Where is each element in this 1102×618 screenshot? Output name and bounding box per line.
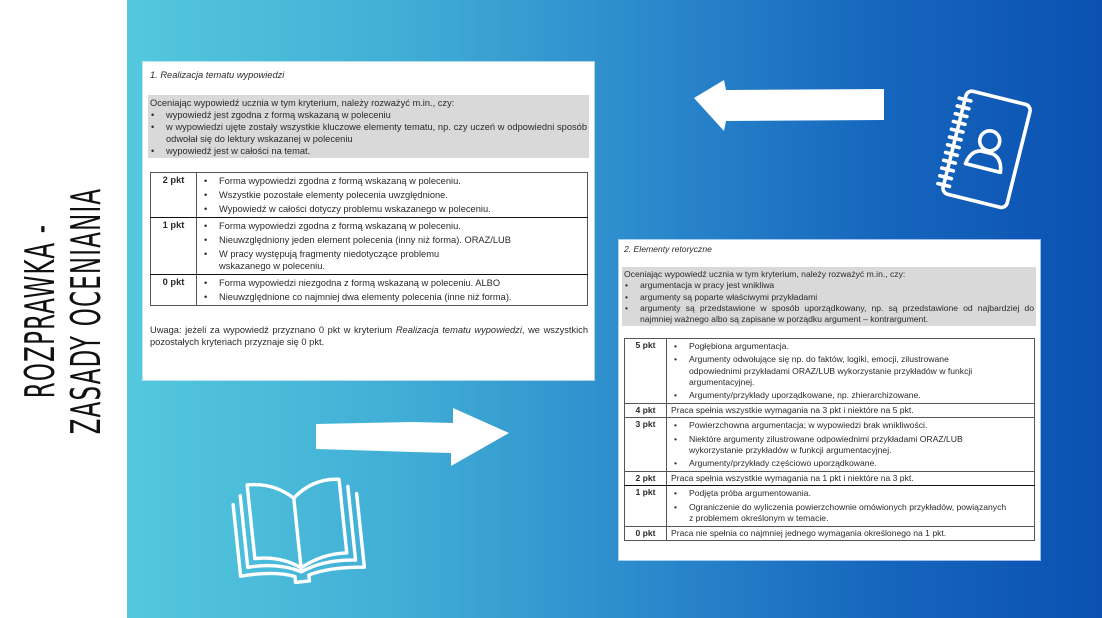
score-row — [625, 527, 1035, 541]
score-row — [625, 486, 1035, 527]
score-points: 1 pkt — [625, 486, 667, 527]
contact-notebook-icon — [925, 85, 1037, 217]
score-description — [197, 218, 588, 275]
criterion-2-checklist — [622, 267, 1036, 326]
open-book-icon — [228, 470, 366, 588]
criterion-2-title: 2. Elementy retoryczne — [624, 244, 712, 254]
score-description — [667, 339, 1035, 404]
slide-title — [17, 112, 109, 510]
criterion-card-2 — [619, 240, 1040, 560]
score-item: • Wypowiedź w całości dotyczy problemu wskazanego w poleceniu. — [201, 202, 583, 216]
criterion-2-score-table — [624, 338, 1035, 541]
title-line-1: ROZPRAWKA - — [16, 223, 64, 399]
score-item: • Niektóre argumenty zilustrowane odpowiednimi przykładami ORAZ/LUB wykorzystanie przykładów w funkcji argumentacyjnej. — [671, 433, 1030, 457]
criterion-1-note — [150, 324, 588, 348]
arrow-right-icon — [313, 405, 511, 469]
score-item: • Nieuwzględnione co najmniej dwa elementy polecenia (inne niż forma). — [201, 290, 583, 304]
score-points: 5 pkt — [625, 339, 667, 404]
score-description: Praca nie spełnia co najmniej jednego wymagania określonego na 1 pkt. — [667, 527, 1035, 541]
criterion-1-check: • wypowiedź jest w całości na temat. — [150, 145, 587, 157]
score-row — [625, 472, 1035, 486]
score-row — [625, 418, 1035, 472]
score-item: • Forma wypowiedzi zgodna z formą wskazaną w poleceniu. — [201, 219, 583, 233]
criterion-2-intro: Oceniając wypowiedź ucznia w tym kryterium, należy rozważyć m.in., czy: — [624, 269, 906, 280]
score-item: • Podjęta próba argumentowania. — [671, 487, 1030, 500]
score-description: Praca spełnia wszystkie wymagania na 3 pkt i niektóre na 5 pkt. — [667, 404, 1035, 418]
score-points: 4 pkt — [625, 404, 667, 418]
score-description: Praca spełnia wszystkie wymagania na 1 pkt i niektóre na 3 pkt. — [667, 472, 1035, 486]
score-item: • Wszystkie pozostałe elementy polecenia uwzględnione. — [201, 188, 583, 202]
score-row — [625, 339, 1035, 404]
note-prefix: Uwaga: jeżeli za wypowiedź przyznano 0 pkt w kryterium — [150, 325, 396, 335]
score-item: • Forma wypowiedzi zgodna z formą wskazaną w poleceniu. — [201, 174, 583, 188]
criterion-1-title: 1. Realizacja tematu wypowiedzi — [150, 70, 285, 80]
note-emphasis: Realizacja tematu wypowiedzi — [395, 325, 522, 335]
title-line-2: ZASADY OCENIANIA — [62, 187, 110, 435]
criterion-1-check: • wypowiedź jest zgodna z formą wskazaną w poleceniu — [150, 109, 587, 121]
score-description — [667, 418, 1035, 472]
criterion-2-check: • argumentacja w pracy jest wnikliwa — [624, 280, 1034, 291]
score-row — [625, 404, 1035, 418]
score-description — [197, 173, 588, 218]
score-item: • Pogłębiona argumentacja. — [671, 340, 1030, 353]
score-item: • Nieuwzględniony jeden element polecenia (inny niż forma). ORAZ/LUB — [201, 233, 583, 247]
score-row — [151, 173, 588, 218]
score-points: 2 pkt — [625, 472, 667, 486]
score-points: 0 pkt — [151, 275, 197, 306]
score-points: 2 pkt — [151, 173, 197, 218]
score-points: 1 pkt — [151, 218, 197, 275]
score-item: • Powierzchowna argumentacja; w wypowiedzi brak wnikliwości. — [671, 419, 1030, 432]
score-description — [197, 275, 588, 306]
criterion-1-check: • w wypowiedzi ujęte zostały wszystkie kluczowe elementy tematu, np. czy uczeń w odpowiedni sposób odwołał się do lektury wskazanej w poleceniu — [150, 121, 587, 145]
score-item: • Argumenty odwołujące się np. do faktów, logiki, emocji, zilustrowane odpowiednimi przykładami ORAZ/LUB wykorzystanie przykładów w funkcji argumentacyjnej. — [671, 353, 1030, 389]
note-suffix: , we wszystkich pozostałych kryteriach przyznaje się 0 pkt. — [150, 325, 589, 347]
score-item: • Ograniczenie do wyliczenia powierzchownie omówionych przykładów, powiązanych z problemem określonym w temacie. — [671, 501, 1030, 525]
score-row — [151, 218, 588, 275]
criterion-2-check: • argumenty są poparte właściwymi przykładami — [624, 292, 1034, 303]
score-item: • Forma wypowiedzi niezgodna z formą wskazaną w poleceniu. ALBO — [201, 276, 583, 290]
criterion-card-1 — [143, 62, 594, 380]
score-item: • Argumenty/przykłady częściowo uporządkowane. — [671, 457, 1030, 470]
arrow-left-icon — [688, 80, 894, 136]
score-description — [667, 486, 1035, 527]
criterion-1-checklist — [148, 95, 589, 158]
score-points: 0 pkt — [625, 527, 667, 541]
criterion-1-intro: Oceniając wypowiedź ucznia w tym kryterium, należy rozważyć m.in., czy: — [150, 98, 455, 108]
score-row — [151, 275, 588, 306]
title-strip — [0, 0, 127, 618]
score-points: 3 pkt — [625, 418, 667, 472]
score-item: • Argumenty/przykłady uporządkowane, np. zhierarchizowane. — [671, 389, 1030, 402]
criterion-2-check: • argumenty są przedstawione w sposób uporządkowany, np. są przedstawione od najbardziej do najmniej ważnego albo są zapisane w porządku argument – kontrargument. — [624, 303, 1034, 325]
score-item: • W pracy występują fragmenty niedotyczące problemu wskazanego w poleceniu. — [201, 247, 583, 273]
criterion-1-score-table — [150, 172, 588, 306]
